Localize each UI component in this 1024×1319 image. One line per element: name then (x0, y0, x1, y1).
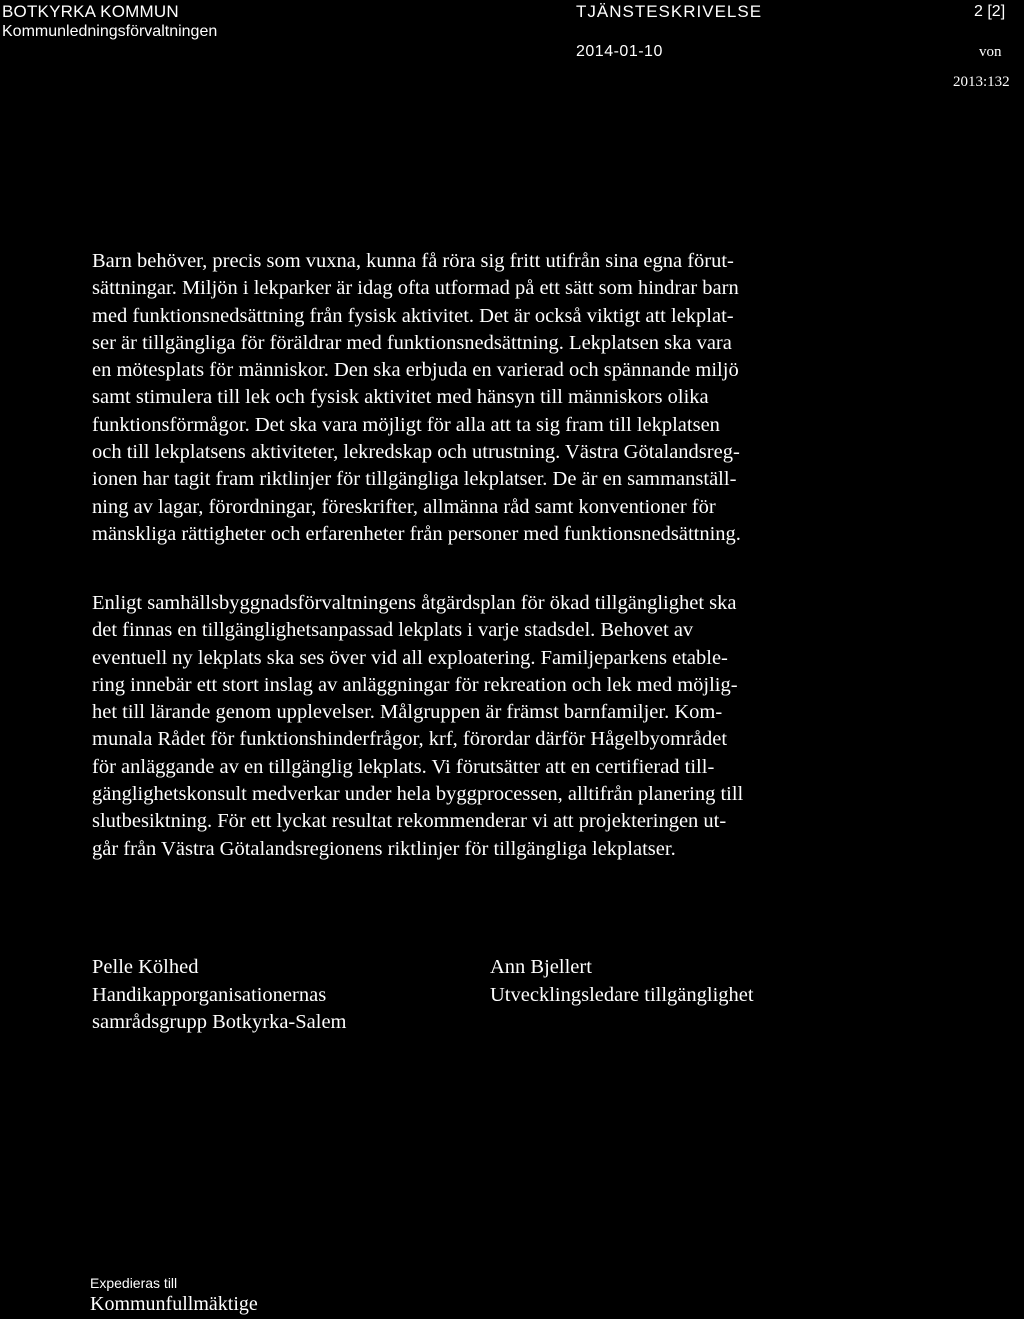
text-line: det finnas en tillgänglighetsanpassad lekplats i varje stadsdel. Behovet av (92, 619, 694, 642)
document-date: 2014-01-10 (576, 43, 663, 60)
page-number: 2 [2] (974, 3, 1006, 20)
signature-block-left (92, 954, 347, 1037)
signatory-title: samrådsgrupp Botkyrka-Salem (92, 1011, 347, 1033)
text-line: sättningar. Miljön i lekparker är idag ofta utformad på ett sätt som hindrar barn (92, 277, 739, 300)
distribution-label: Expedieras till (90, 1275, 178, 1291)
text-line: Barn behöver, precis som vuxna, kunna få röra sig fritt utifrån sina egna förut- (92, 250, 734, 272)
text-line: Enligt samhällsbyggnadsförvaltningens åtgärdsplan för ökad tillgänglighet ska (92, 592, 737, 614)
text-line: med funktionsnedsättning från fysisk aktivitet. Det är också viktigt att lekplat- (92, 304, 734, 327)
text-line: ring innebär ett stort inslag av anläggningar för rekreation och lek med möjlig- (92, 673, 738, 696)
text-line: ionen har tagit fram riktlinjer för tillgängliga lekplatser. De är en sammanställ- (92, 468, 737, 491)
reference-label: von (979, 44, 1002, 60)
organization-name: BOTKYRKA KOMMUN (2, 2, 179, 21)
text-line: gänglighetskonsult medverkar under hela byggprocessen, alltifrån planering till (92, 783, 744, 806)
signatory-title: Handikapporganisationernas (92, 983, 327, 1006)
text-line: går från Västra Götalandsregionens riktlinjer för tillgängliga lekplatser. (92, 837, 676, 860)
body-paragraph-2 (92, 590, 882, 863)
signatory-name: Ann Bjellert (490, 956, 592, 978)
text-line: eventuell ny lekplats ska ses över vid all exploatering. Familjeparkens etable- (92, 646, 728, 669)
department-name: Kommunledningsförvaltningen (2, 23, 218, 40)
text-line: het till lärande genom upplevelser. Målgruppen är främst barnfamiljer. Kom- (92, 701, 723, 724)
text-line: funktionsförmågor. Det ska vara möjligt för alla att ta sig fram till lekplatsen (92, 413, 720, 436)
distribution-recipient: Kommunfullmäktige (90, 1293, 258, 1315)
text-line: en mötesplats för människor. Den ska erbjuda en varierad och spännande miljö (92, 359, 739, 382)
body-paragraph-1 (92, 248, 882, 548)
signatory-title: Utvecklingsledare tillgänglighet (490, 983, 754, 1006)
text-line: ser är tillgängliga för föräldrar med funktionsnedsättning. Lekplatsen ska vara (92, 331, 732, 354)
text-line: slutbesiktning. För ett lyckat resultat rekommenderar vi att projekteringen ut- (92, 810, 727, 833)
text-line: och till lekplatsens aktiviteter, lekredskap och utrustning. Västra Götalandsreg- (92, 441, 740, 464)
text-line: mänskliga rättigheter och erfarenheter från personer med funktionsnedsättning. (92, 522, 741, 545)
text-line: ning av lagar, förordningar, föreskrifter, allmänna råd samt konventioner för (92, 495, 716, 518)
text-line: för anläggande av en tillgänglig lekplats. Vi förutsätter att en certifierad till- (92, 755, 715, 778)
text-line: samt stimulera till lek och fysisk aktivitet med hänsyn till människors olika (92, 386, 709, 409)
signature-block-right (490, 954, 754, 1009)
reference-number: 2013:132 (953, 74, 1010, 90)
signatory-name: Pelle Kölhed (92, 956, 199, 978)
document-type: TJÄNSTESKRIVELSE (576, 2, 763, 21)
text-line: munala Rådet för funktionshinderfrågor, krf, förordar därför Hågelbyområdet (92, 728, 728, 751)
